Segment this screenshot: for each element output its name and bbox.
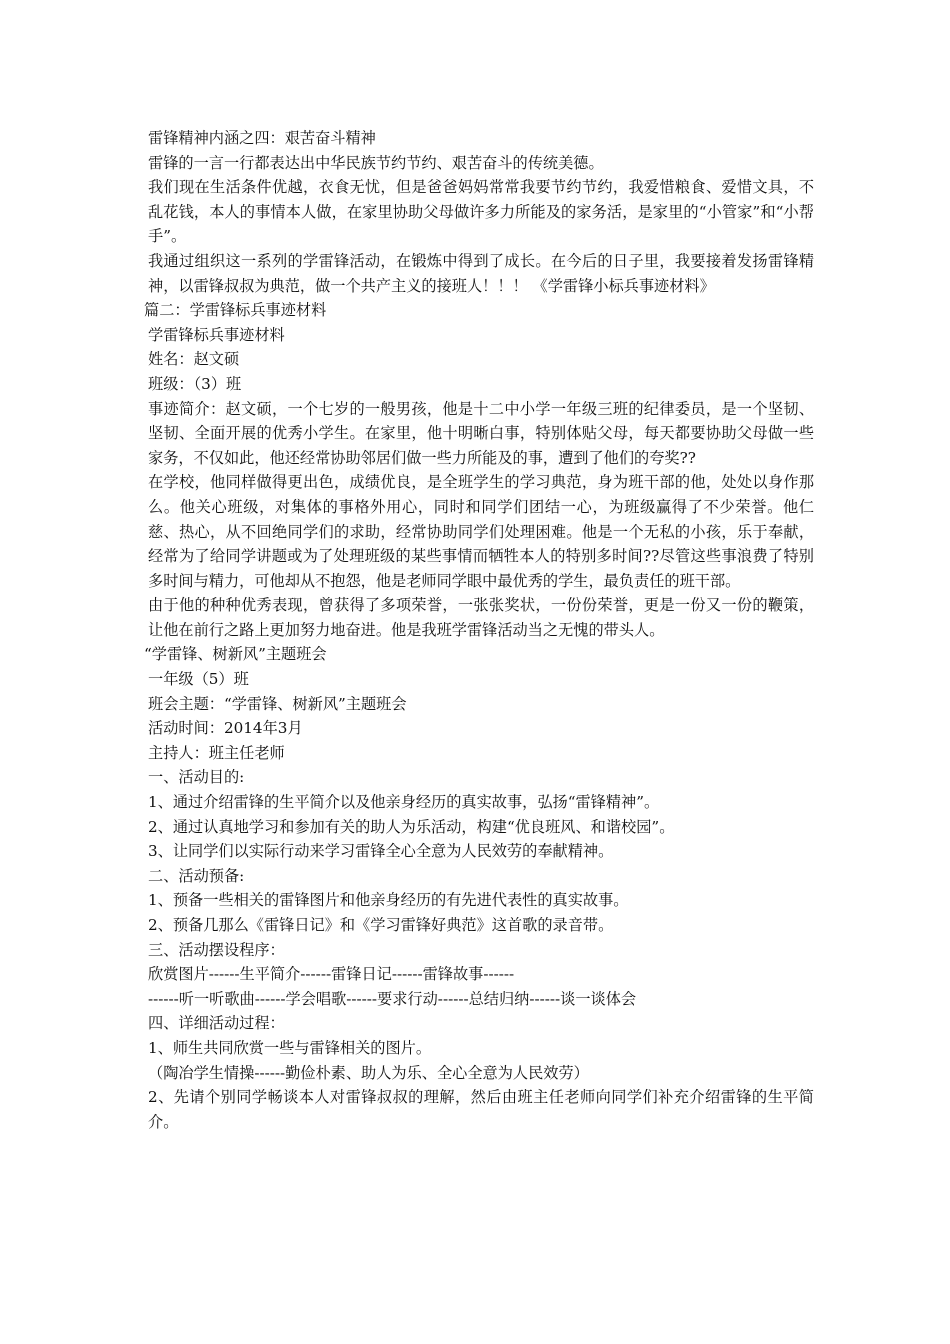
paragraph-15: 活动时间：2014年3月 <box>148 719 303 738</box>
paragraph-26: ------听一听歌曲------学会唱歌------要求行动------总结归纳------谈一谈体会 <box>148 989 637 1008</box>
paragraph-22: 1、预备一些相关的雷锋图片和他亲身经历的有先进代表性的真实故事。 <box>148 891 629 910</box>
paragraph-28: 1、师生共同欣赏一些与雷锋相关的图片。 <box>148 1038 432 1057</box>
paragraph-24: 三、活动摆设程序： <box>148 940 285 959</box>
paragraph-29: （陶冶学生情操------勤俭朴素、助人为乐、全心全意为人民效劳） <box>148 1063 589 1082</box>
document-page <box>144 126 814 1134</box>
paragraph-1: 雷锋精神内涵之四：艰苦奋斗精神 <box>148 129 376 147</box>
paragraph-25: 欣赏图片------生平简介------雷锋日记------雷锋故事------ <box>148 965 515 984</box>
paragraph-9: 事迹简介：赵文硕，一个七岁的一般男孩，他是十二中小学一年级三班的纪律委员，是一个坚韧、坚韧、全面开展的优秀小学生。在家里，他十明晰白事，特别体贴父母，每天都要协助父母做一些家务，不仅如此，他还经常协助邻居们做一些力所能及的事，遭到了他们的夸奖?? <box>148 399 814 467</box>
paragraph-14: 班会主题：“学雷锋、树新风”主题班会 <box>148 694 407 713</box>
paragraph-11: 由于他的种种优秀表现，曾获得了多项荣誉，一张张奖状，一份份荣誉，更是一份又一份的鞭策，让他在前行之路上更加努力地奋进。他是我班学雷锋活动当之无愧的带头人。 <box>148 596 814 639</box>
paragraph-27: 四、详细活动过程： <box>148 1014 285 1033</box>
paragraph-30: 2、先请个别同学畅谈本人对雷锋叔叔的理解，然后由班主任老师向同学们补充介绍雷锋的生平简介。 <box>148 1088 814 1131</box>
paragraph-7: 姓名：赵文硕 <box>148 350 240 369</box>
paragraph-12: “学雷锋、树新风”主题班会 <box>144 645 327 664</box>
paragraph-18: 1、通过介绍雷锋的生平简介以及他亲身经历的真实故事，弘扬“雷锋精神”。 <box>148 793 660 812</box>
paragraph-8: 班级：（3）班 <box>148 374 242 393</box>
paragraph-16: 主持人：班主任老师 <box>148 743 285 762</box>
paragraph-3: 我们现在生活条件优越，衣食无忧，但是爸爸妈妈常常我要节约节约，我爱惜粮食、爱惜文具，不乱花钱，本人的事情本人做，在家里协助父母做许多力所能及的家务活，是家里的“小管家”和“小帮手”。 <box>148 178 814 246</box>
paragraph-10: 在学校，他同样做得更出色，成绩优良，是全班学生的学习典范，身为班干部的他，处处以身作那么。他关心班级，对集体的事格外用心，同时和同学们团结一心，为班级赢得了不少荣誉。他仁慈、热心，从不回绝同学们的求助，经常协助同学们处理困难。他是一个无私的小孩，乐于奉献，经常为了给同学讲题或为了处理班级的某些事情而牺牲本人的特别多时间??尽管这些事浪费了特别多时间与精力，可他却从不抱怨，他是老师同学眼中最优秀的学生，最负责任的班干部。 <box>148 473 814 590</box>
paragraph-4: 我通过组织这一系列的学雷锋活动，在锻炼中得到了成长。在今后的日子里，我要接着发扬雷锋精神，以雷锋叔叔为典范，做一个共产主义的接班人！！！ 《学雷锋小标兵事迹材料》 <box>148 251 814 295</box>
paragraph-13: 一年级（5）班 <box>148 670 249 689</box>
paragraph-21: 二、活动预备: <box>148 866 245 885</box>
paragraph-2: 雷锋的一言一行都表达出中华民族节约节约、艰苦奋斗的传统美德。 <box>148 153 604 172</box>
paragraph-5: 篇二：学雷锋标兵事迹材料 <box>144 301 327 320</box>
paragraph-20: 3、让同学们以实际行动来学习雷锋全心全意为人民效劳的奉献精神。 <box>148 842 614 861</box>
paragraph-17: 一、活动目的: <box>148 768 245 787</box>
paragraph-23: 2、预备几那么《雷锋日记》和《学习雷锋好典范》这首歌的录音带。 <box>148 916 614 934</box>
paragraph-6: 学雷锋标兵事迹材料 <box>148 325 285 344</box>
paragraph-19: 2、通过认真地学习和参加有关的助人为乐活动，构建“优良班风、和谐校园”。 <box>148 817 675 836</box>
